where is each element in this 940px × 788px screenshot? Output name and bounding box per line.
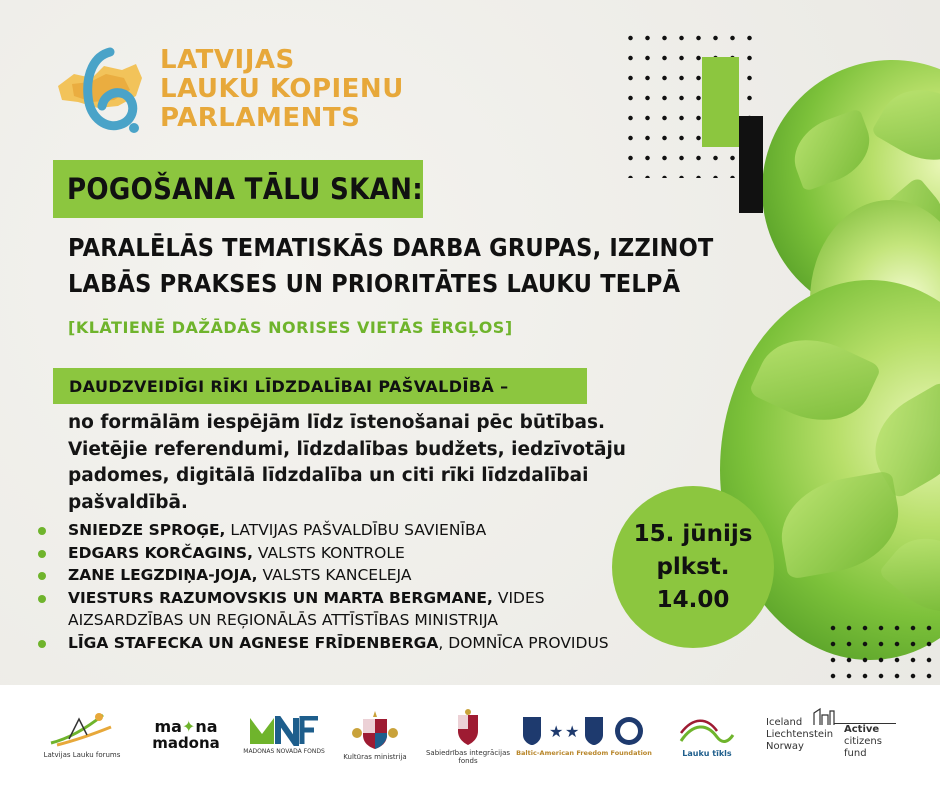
speaker-org: LATVIJAS PAŠVALDĪBU SAVIENĪBA	[225, 521, 487, 539]
speaker-item	[38, 564, 638, 587]
speaker-name: LĪGA STAFECKA UN AGNESE FRĪDENBERGA	[68, 633, 439, 652]
bullet-icon	[38, 640, 46, 648]
acf-line-2: citizens fund	[844, 736, 882, 759]
speaker-org: , DOMNĪCA PROVIDUS	[438, 633, 609, 652]
title-text: POGOŠANA TĀLU SKAN:	[67, 172, 423, 206]
sponsor-baff	[514, 703, 654, 767]
sif-coat-of-arms-icon	[448, 707, 488, 747]
sponsor-sif	[425, 699, 511, 773]
mnf-logo-icon	[248, 716, 320, 746]
date-day: 15. jūnijs	[633, 520, 753, 547]
date-time-label: plkst.	[656, 553, 730, 580]
eea-line-2: Liechtenstein	[766, 729, 834, 740]
speaker-org: VALSTS KANCELEJA	[257, 566, 412, 584]
speaker-org-continued: AIZSARDZĪBAS UN REĢIONĀLĀS ATTĪSTĪBAS MINISTRIJA	[68, 611, 499, 629]
svg-text:★: ★	[549, 722, 564, 741]
sponsor-active-citizens	[844, 724, 906, 759]
title-banner	[53, 160, 423, 218]
logo-text	[160, 46, 404, 133]
eea-buildings-icon	[812, 707, 836, 725]
date-badge	[612, 486, 774, 648]
black-bar-decoration	[739, 116, 763, 213]
bullet-icon	[38, 572, 46, 580]
bullet-icon	[38, 527, 46, 535]
madona-text-2: na	[195, 717, 218, 736]
sif-caption-1: Sabiedrības integrācijas	[425, 749, 511, 757]
speaker-name: ZANE LEGZDIŅA-JOJA,	[68, 566, 258, 584]
description-line-2: Vietējie referendumi, līdzdalības budžets, iedzīvotāju	[68, 438, 626, 460]
mnf-caption: MADONAS NOVADA FONDS	[243, 747, 325, 755]
speaker-item	[38, 632, 638, 655]
bullet-icon	[38, 595, 46, 603]
lauku-tikls-logo-icon	[677, 713, 737, 747]
speaker-org: VALSTS KONTROLE	[252, 543, 405, 562]
eea-line-3: Norway	[766, 741, 804, 752]
bullet-icon	[38, 550, 46, 558]
green-bar-decoration	[702, 57, 739, 147]
acf-line-1: Active	[844, 724, 880, 735]
sponsor-llf	[42, 703, 122, 765]
madona-text-1: ma	[154, 717, 182, 736]
subheading-line-1: PARALĒLĀS TEMATISKĀS DARBA GRUPAS, IZZINOT	[68, 233, 714, 262]
dot-pattern-bottom	[825, 620, 935, 680]
sponsor-lauku-tikls	[672, 703, 742, 767]
kultura-caption: Kultūras ministrija	[343, 753, 407, 761]
llf-logo-icon	[47, 709, 117, 749]
date-time: 14.00	[656, 586, 730, 613]
subheading	[68, 230, 748, 302]
speaker-item	[38, 542, 638, 565]
topic-banner	[53, 368, 587, 404]
topic-text: DAUDZVEIDĪGI RĪKI LĪDZDALĪBAI PAŠVALDĪBĀ –	[69, 376, 509, 396]
lauku-tikls-caption: Lauku tīkls	[682, 748, 732, 758]
madona-leaf-icon: ✦	[181, 717, 196, 736]
description-line-3: padomes, digitālā līdzdalība un citi rīki līdzdalībai	[68, 465, 589, 486]
eea-line-1: Iceland	[766, 717, 803, 728]
speaker-name: EDGARS KORČAGINS,	[68, 543, 253, 562]
speaker-item	[38, 519, 638, 542]
speaker-name: VIESTURS RAZUMOVSKIS UN MARTA BERGMANE,	[68, 588, 493, 607]
speaker-list	[38, 519, 638, 654]
topic-description	[68, 410, 626, 516]
sponsor-madona	[150, 701, 222, 769]
sponsor-mnf	[244, 707, 324, 763]
madona-text-3: madona	[152, 734, 220, 752]
llf-caption: Latvijas Lauku forums	[43, 751, 121, 759]
sponsor-footer	[0, 685, 940, 788]
description-line-1: no formālām iespējām līdz īstenošanai pēc būtības.	[68, 412, 605, 433]
description-line-4: pašvaldībā.	[68, 491, 188, 513]
svg-text:★: ★	[565, 722, 580, 741]
venue-note: [KLĀTIENĒ DAŽĀDĀS NORISES VIETĀS ĒRGĻOS]	[68, 318, 513, 337]
sponsor-kultura	[340, 699, 410, 769]
logo-line-1: LATVIJAS	[160, 45, 295, 75]
speaker-item	[38, 587, 638, 632]
baff-emblems-icon	[519, 713, 649, 747]
subheading-line-2: LABĀS PRAKSES UN PRIORITĀTES LAUKU TELPĀ	[68, 269, 681, 298]
baff-caption: Baltic-American Freedom Foundation	[516, 749, 652, 757]
lkp-logo-icon	[52, 44, 156, 138]
logo-line-2: LAUKU KOPIENU	[160, 74, 404, 104]
speaker-name: SNIEDZE SPROĢE,	[68, 521, 226, 539]
sif-caption-2: fonds	[458, 757, 478, 765]
logo-line-3: PARLAMENTS	[160, 103, 361, 133]
latvia-coat-of-arms-icon	[351, 707, 399, 751]
speaker-org: VIDES	[492, 588, 545, 607]
